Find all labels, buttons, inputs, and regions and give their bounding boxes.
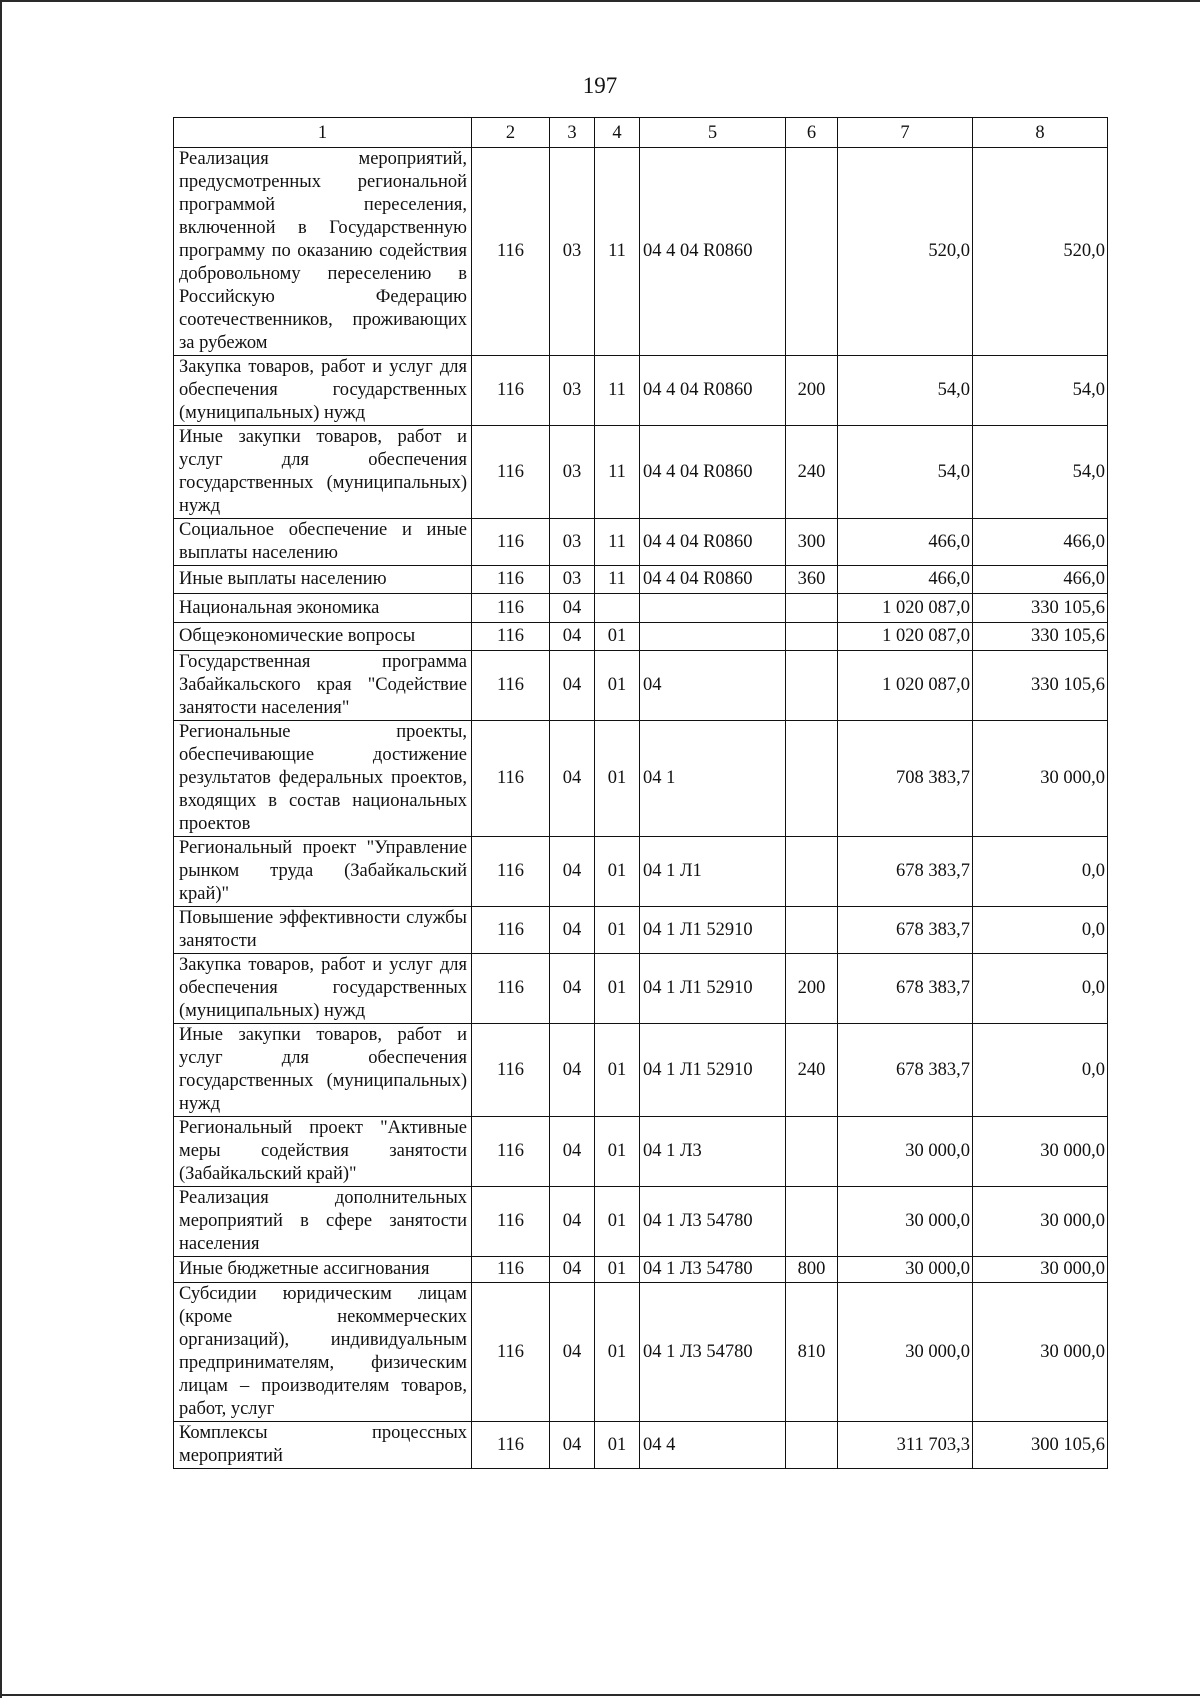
table-row [174, 356, 1108, 426]
row-section-cell: 03 [550, 426, 595, 519]
table-row [174, 721, 1108, 837]
row-expense-type-cell [786, 594, 838, 623]
row-code-cell: 116 [472, 1257, 550, 1283]
table-row [174, 566, 1108, 594]
row-amount-cell: 466,0 [973, 566, 1108, 594]
row-amount-cell: 466,0 [973, 519, 1108, 566]
row-name-cell: Иные закупки товаров, работ и услуг для обеспечения государственных (муниципальных) нужд [174, 426, 472, 519]
row-section-cell: 03 [550, 566, 595, 594]
row-amount-cell: 30 000,0 [838, 1257, 973, 1283]
row-subsection-cell: 11 [595, 426, 640, 519]
row-code-cell: 116 [472, 1024, 550, 1117]
row-code-cell: 116 [472, 594, 550, 623]
table-row [174, 837, 1108, 907]
row-amount-cell: 708 383,7 [838, 721, 973, 837]
row-amount-cell: 678 383,7 [838, 837, 973, 907]
row-section-cell: 04 [550, 1283, 595, 1422]
row-subsection-cell: 01 [595, 721, 640, 837]
row-target-article-cell: 04 1 Л1 [640, 837, 786, 907]
row-name-cell: Региональный проект "Управление рынком труда (Забайкальский край)" [174, 837, 472, 907]
row-amount-cell: 0,0 [973, 954, 1108, 1024]
row-amount-cell: 54,0 [973, 426, 1108, 519]
header-cell-3: 3 [550, 118, 595, 148]
row-section-cell: 04 [550, 1024, 595, 1117]
header-cell-1: 1 [174, 118, 472, 148]
header-cell-2: 2 [472, 118, 550, 148]
row-amount-cell: 30 000,0 [973, 1187, 1108, 1257]
row-name-cell: Закупка товаров, работ и услуг для обеспечения государственных (муниципальных) нужд [174, 356, 472, 426]
row-expense-type-cell [786, 1422, 838, 1469]
row-amount-cell: 678 383,7 [838, 907, 973, 954]
row-subsection-cell: 01 [595, 1283, 640, 1422]
row-target-article-cell: 04 1 Л3 54780 [640, 1283, 786, 1422]
row-amount-cell: 54,0 [973, 356, 1108, 426]
row-expense-type-cell: 200 [786, 954, 838, 1024]
row-amount-cell: 330 105,6 [973, 623, 1108, 651]
row-code-cell: 116 [472, 148, 550, 356]
row-section-cell: 04 [550, 907, 595, 954]
row-target-article-cell: 04 4 04 R0860 [640, 566, 786, 594]
row-code-cell: 116 [472, 954, 550, 1024]
row-amount-cell: 678 383,7 [838, 1024, 973, 1117]
row-amount-cell: 0,0 [973, 907, 1108, 954]
table-row [174, 1257, 1108, 1283]
row-section-cell: 04 [550, 1187, 595, 1257]
table-row [174, 954, 1108, 1024]
row-amount-cell: 300 105,6 [973, 1422, 1108, 1469]
header-cell-7: 7 [838, 118, 973, 148]
row-expense-type-cell [786, 1117, 838, 1187]
row-name-cell: Иные бюджетные ассигнования [174, 1257, 472, 1283]
table-row [174, 651, 1108, 721]
row-section-cell: 03 [550, 519, 595, 566]
row-amount-cell: 520,0 [973, 148, 1108, 356]
page-number: 197 [582, 73, 618, 98]
row-code-cell: 116 [472, 651, 550, 721]
row-target-article-cell [640, 594, 786, 623]
row-amount-cell: 1 020 087,0 [838, 651, 973, 721]
row-amount-cell: 330 105,6 [973, 594, 1108, 623]
row-name-cell: Социальное обеспечение и иные выплаты населению [174, 519, 472, 566]
row-expense-type-cell [786, 623, 838, 651]
row-amount-cell: 30 000,0 [973, 721, 1108, 837]
row-name-cell: Национальная экономика [174, 594, 472, 623]
row-amount-cell: 0,0 [973, 837, 1108, 907]
header-cell-8: 8 [973, 118, 1108, 148]
table-row [174, 426, 1108, 519]
row-subsection-cell: 01 [595, 837, 640, 907]
row-target-article-cell: 04 1 [640, 721, 786, 837]
row-target-article-cell: 04 [640, 651, 786, 721]
row-target-article-cell: 04 4 04 R0860 [640, 356, 786, 426]
row-code-cell: 116 [472, 566, 550, 594]
row-name-cell: Комплексы процессных мероприятий [174, 1422, 472, 1469]
row-amount-cell: 30 000,0 [973, 1257, 1108, 1283]
row-amount-cell: 466,0 [838, 519, 973, 566]
row-name-cell: Иные выплаты населению [174, 566, 472, 594]
row-subsection-cell [595, 594, 640, 623]
table-row [174, 148, 1108, 356]
row-subsection-cell: 01 [595, 954, 640, 1024]
row-expense-type-cell [786, 721, 838, 837]
row-amount-cell: 30 000,0 [838, 1117, 973, 1187]
row-expense-type-cell: 300 [786, 519, 838, 566]
row-expense-type-cell [786, 837, 838, 907]
row-subsection-cell: 01 [595, 907, 640, 954]
row-target-article-cell: 04 4 [640, 1422, 786, 1469]
row-name-cell: Реализация мероприятий, предусмотренных региональной программой переселения, включенной в Государственную программу по оказанию содействия добровольному переселению в Российскую Федерацию соотечественников, проживающих за рубежом [174, 148, 472, 356]
row-code-cell: 116 [472, 623, 550, 651]
row-amount-cell: 30 000,0 [973, 1283, 1108, 1422]
row-amount-cell: 54,0 [838, 426, 973, 519]
header-cell-5: 5 [640, 118, 786, 148]
row-subsection-cell: 11 [595, 356, 640, 426]
row-section-cell: 04 [550, 651, 595, 721]
row-expense-type-cell [786, 907, 838, 954]
row-target-article-cell: 04 1 Л1 52910 [640, 907, 786, 954]
row-section-cell: 04 [550, 1117, 595, 1187]
row-subsection-cell: 01 [595, 651, 640, 721]
row-code-cell: 116 [472, 837, 550, 907]
table-row [174, 1422, 1108, 1469]
row-expense-type-cell: 810 [786, 1283, 838, 1422]
row-subsection-cell: 11 [595, 566, 640, 594]
row-code-cell: 116 [472, 1117, 550, 1187]
row-section-cell: 04 [550, 1422, 595, 1469]
row-amount-cell: 520,0 [838, 148, 973, 356]
row-code-cell: 116 [472, 1422, 550, 1469]
row-section-cell: 03 [550, 148, 595, 356]
row-name-cell: Региональный проект "Активные меры содействия занятости (Забайкальский край)" [174, 1117, 472, 1187]
row-amount-cell: 1 020 087,0 [838, 594, 973, 623]
row-target-article-cell: 04 1 Л3 54780 [640, 1257, 786, 1283]
table-row [174, 623, 1108, 651]
row-section-cell: 04 [550, 1257, 595, 1283]
row-code-cell: 116 [472, 907, 550, 954]
row-code-cell: 116 [472, 1187, 550, 1257]
row-target-article-cell [640, 623, 786, 651]
row-expense-type-cell [786, 1187, 838, 1257]
header-cell-4: 4 [595, 118, 640, 148]
row-amount-cell: 30 000,0 [838, 1187, 973, 1257]
row-name-cell: Государственная программа Забайкальского края "Содействие занятости населения" [174, 651, 472, 721]
scan-edge-left [0, 0, 2, 1698]
row-name-cell: Иные закупки товаров, работ и услуг для обеспечения государственных (муниципальных) нужд [174, 1024, 472, 1117]
row-code-cell: 116 [472, 721, 550, 837]
row-expense-type-cell: 240 [786, 1024, 838, 1117]
row-subsection-cell: 01 [595, 1024, 640, 1117]
row-section-cell: 04 [550, 623, 595, 651]
row-subsection-cell: 11 [595, 519, 640, 566]
row-target-article-cell: 04 1 Л3 54780 [640, 1187, 786, 1257]
row-section-cell: 04 [550, 721, 595, 837]
row-target-article-cell: 04 1 Л1 52910 [640, 1024, 786, 1117]
row-target-article-cell: 04 4 04 R0860 [640, 519, 786, 566]
row-code-cell: 116 [472, 1283, 550, 1422]
row-amount-cell: 311 703,3 [838, 1422, 973, 1469]
row-expense-type-cell: 800 [786, 1257, 838, 1283]
row-name-cell: Субсидии юридическим лицам (кроме некоммерческих организаций), индивидуальным предпринимателям, физическим лицам – производителям товаров, работ, услуг [174, 1283, 472, 1422]
table-header-row [174, 118, 1108, 148]
row-expense-type-cell: 200 [786, 356, 838, 426]
row-subsection-cell: 01 [595, 623, 640, 651]
row-section-cell: 04 [550, 837, 595, 907]
row-expense-type-cell: 360 [786, 566, 838, 594]
row-code-cell: 116 [472, 356, 550, 426]
row-amount-cell: 54,0 [838, 356, 973, 426]
row-amount-cell: 466,0 [838, 566, 973, 594]
row-name-cell: Региональные проекты, обеспечивающие достижение результатов федеральных проектов, входящих в состав национальных проектов [174, 721, 472, 837]
row-name-cell: Закупка товаров, работ и услуг для обеспечения государственных (муниципальных) нужд [174, 954, 472, 1024]
row-subsection-cell: 01 [595, 1187, 640, 1257]
row-code-cell: 116 [472, 426, 550, 519]
table-row [174, 594, 1108, 623]
row-expense-type-cell [786, 651, 838, 721]
budget-table [173, 117, 1108, 1469]
row-name-cell: Повышение эффективности службы занятости [174, 907, 472, 954]
row-target-article-cell: 04 4 04 R0860 [640, 426, 786, 519]
row-amount-cell: 0,0 [973, 1024, 1108, 1117]
row-name-cell: Реализация дополнительных мероприятий в сфере занятости населения [174, 1187, 472, 1257]
row-amount-cell: 30 000,0 [973, 1117, 1108, 1187]
header-cell-6: 6 [786, 118, 838, 148]
scan-edge-bottom [0, 1694, 1200, 1696]
row-amount-cell: 1 020 087,0 [838, 623, 973, 651]
row-target-article-cell: 04 1 Л3 [640, 1117, 786, 1187]
row-subsection-cell: 01 [595, 1117, 640, 1187]
row-subsection-cell: 11 [595, 148, 640, 356]
table-row [174, 1117, 1108, 1187]
scan-edge-top [0, 0, 1200, 2]
table-row [174, 907, 1108, 954]
row-subsection-cell: 01 [595, 1257, 640, 1283]
row-amount-cell: 330 105,6 [973, 651, 1108, 721]
table-row [174, 519, 1108, 566]
row-name-cell: Общеэкономические вопросы [174, 623, 472, 651]
row-target-article-cell: 04 1 Л1 52910 [640, 954, 786, 1024]
table-row [174, 1024, 1108, 1117]
row-section-cell: 04 [550, 594, 595, 623]
row-code-cell: 116 [472, 519, 550, 566]
row-amount-cell: 678 383,7 [838, 954, 973, 1024]
row-expense-type-cell [786, 148, 838, 356]
row-section-cell: 03 [550, 356, 595, 426]
row-expense-type-cell: 240 [786, 426, 838, 519]
row-amount-cell: 30 000,0 [838, 1283, 973, 1422]
table-row [174, 1187, 1108, 1257]
table-row [174, 1283, 1108, 1422]
row-section-cell: 04 [550, 954, 595, 1024]
row-subsection-cell: 01 [595, 1422, 640, 1469]
row-target-article-cell: 04 4 04 R0860 [640, 148, 786, 356]
